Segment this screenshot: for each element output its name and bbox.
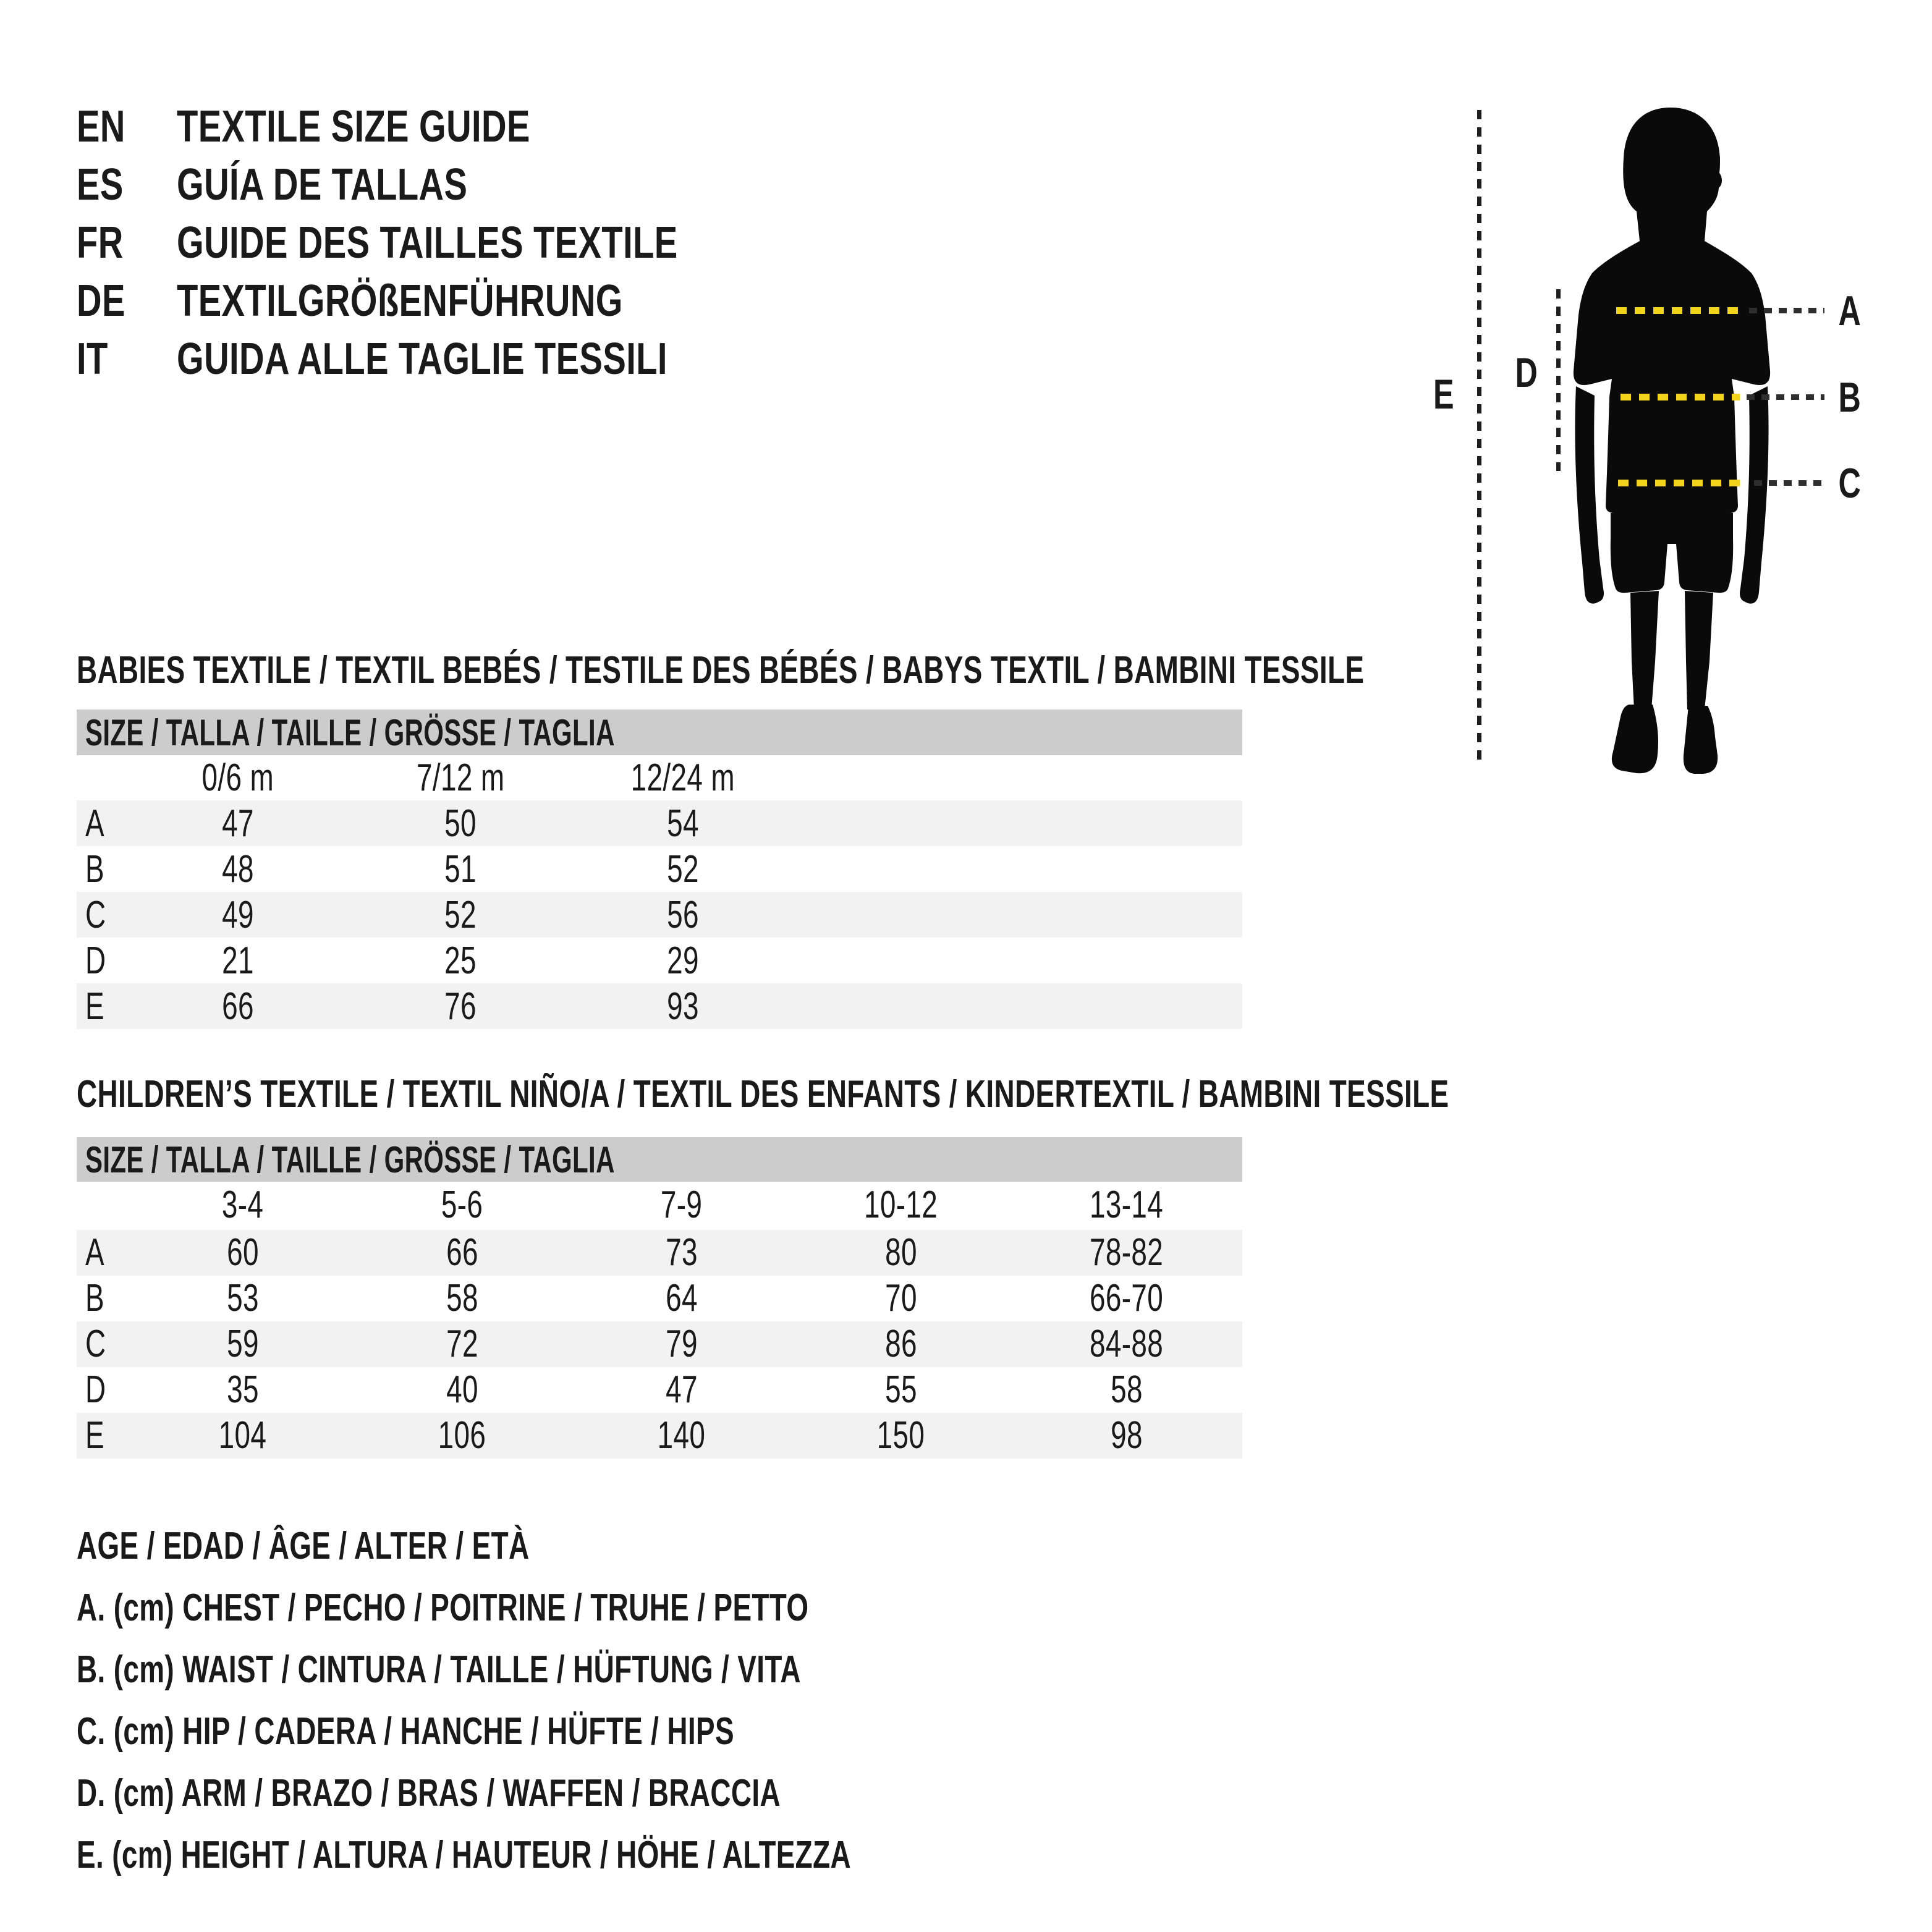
row-label: A [85, 802, 104, 845]
language-row-it [77, 330, 819, 388]
table-cell: 79 [665, 1322, 698, 1365]
row-label: C [85, 893, 106, 936]
hip-line-yellow [1618, 480, 1746, 486]
table-cell: 21 [222, 939, 254, 982]
column-header: 3-4 [221, 1183, 264, 1226]
table-cell: 104 [218, 1413, 267, 1457]
table-cell: 50 [444, 802, 477, 845]
table-cell: 47 [222, 802, 254, 845]
measurement-legend [77, 1515, 1123, 1886]
table-cell: 66-70 [1089, 1276, 1164, 1320]
column-header: 7/12 m [416, 756, 505, 799]
row-label: D [85, 939, 106, 982]
table-cell: 64 [665, 1276, 698, 1320]
babies-column-header-row [77, 755, 1242, 800]
waist-line-yellow [1621, 394, 1740, 400]
babies-size-table [77, 710, 1242, 1029]
babies-size-header-bar: SIZE / TALLA / TAILLE / GRÖSSE / TAGLIA [77, 710, 1242, 755]
language-code: ES [77, 160, 124, 210]
table-cell: 60 [226, 1231, 259, 1274]
table-cell: 140 [657, 1413, 706, 1457]
language-title: TEXTILGRÖßENFÜHRUNG [177, 276, 623, 326]
row-label: E [85, 1413, 104, 1457]
table-cell: 54 [667, 802, 699, 845]
table-row [77, 892, 1242, 938]
hip-line-connector [1754, 480, 1824, 486]
figure-label-hip: C [1838, 460, 1862, 507]
language-title: GUÍA DE TALLAS [177, 160, 468, 210]
children-section-title: CHILDREN’S TEXTILE / TEXTIL NIÑO/A / TEXTIL DES ENFANTS / KINDERTEXTIL / BAMBINI TESSILE [77, 1073, 1449, 1116]
table-cell: 25 [444, 939, 477, 982]
table-cell: 73 [665, 1231, 698, 1274]
waist-line-connector [1747, 394, 1824, 400]
language-row-fr [77, 214, 819, 272]
table-row [77, 846, 1242, 892]
language-code: FR [77, 218, 124, 268]
row-label: E [85, 985, 104, 1028]
table-row [77, 938, 1242, 983]
table-cell: 55 [884, 1368, 917, 1411]
column-header: 0/6 m [201, 756, 274, 799]
figure-label-waist: B [1838, 374, 1862, 421]
table-cell: 106 [438, 1413, 486, 1457]
language-row-es [77, 156, 819, 214]
table-row [77, 1276, 1242, 1321]
column-header: 13-14 [1089, 1183, 1164, 1226]
table-row [77, 800, 1242, 846]
row-label: D [85, 1368, 106, 1411]
language-code: EN [77, 102, 125, 151]
table-cell: 52 [444, 893, 477, 936]
language-code: DE [77, 276, 125, 326]
children-size-table [77, 1137, 1242, 1459]
table-cell: 35 [226, 1368, 259, 1411]
language-title: GUIDE DES TAILLES TEXTILE [177, 218, 678, 268]
table-cell: 59 [226, 1322, 259, 1365]
legend-line-arm: D. (cm) ARM / BRAZO / BRAS / WAFFEN / BRACCIA [77, 1772, 781, 1815]
table-cell: 150 [876, 1413, 925, 1457]
table-cell: 93 [667, 985, 699, 1028]
table-cell: 56 [667, 893, 699, 936]
table-cell: 29 [667, 939, 699, 982]
table-cell: 49 [222, 893, 254, 936]
table-cell: 40 [446, 1368, 478, 1411]
row-label: B [85, 847, 104, 891]
table-cell: 66 [446, 1231, 478, 1274]
table-cell: 70 [884, 1276, 917, 1320]
table-cell: 58 [446, 1276, 478, 1320]
table-cell: 51 [444, 847, 477, 891]
table-row [77, 983, 1242, 1029]
chest-line-yellow [1616, 307, 1743, 314]
legend-line-height: E. (cm) HEIGHT / ALTURA / HAUTEUR / HÖHE / ALTEZZA [77, 1834, 851, 1876]
table-cell: 72 [446, 1322, 478, 1365]
table-row [77, 1321, 1242, 1367]
legend-line-age: AGE / EDAD / ÂGE / ALTER / ETÀ [77, 1525, 530, 1567]
column-header: 10-12 [863, 1183, 938, 1226]
legend-line-chest: A. (cm) CHEST / PECHO / POITRINE / TRUHE / PETTO [77, 1587, 809, 1629]
figure-label-arm: D [1515, 349, 1538, 396]
legend-line-hip: C. (cm) HIP / CADERA / HANCHE / HÜFTE / HIPS [77, 1710, 734, 1753]
language-title: GUIDA ALLE TAGLIE TESSILI [177, 334, 667, 384]
table-cell: 47 [665, 1368, 698, 1411]
table-row [77, 1413, 1242, 1459]
table-cell: 86 [884, 1322, 917, 1365]
table-cell: 52 [667, 847, 699, 891]
table-cell: 58 [1110, 1368, 1143, 1411]
children-size-header-bar: SIZE / TALLA / TAILLE / GRÖSSE / TAGLIA [77, 1137, 1242, 1182]
row-label: B [85, 1276, 104, 1320]
table-row [77, 1230, 1242, 1276]
table-cell: 66 [222, 985, 254, 1028]
table-cell: 98 [1110, 1413, 1143, 1457]
column-header: 5-6 [441, 1183, 483, 1226]
language-title-list [77, 98, 819, 388]
legend-line-waist: B. (cm) WAIST / CINTURA / TAILLE / HÜFTUNG / VITA [77, 1648, 801, 1691]
table-cell: 53 [226, 1276, 259, 1320]
chest-line-connector [1749, 308, 1824, 313]
children-column-header-row [77, 1182, 1242, 1230]
column-header: 12/24 m [630, 756, 735, 799]
babies-section-title: BABIES TEXTILE / TEXTIL BEBÉS / TESTILE DES BÉBÉS / BABYS TEXTIL / BAMBINI TESSILE [77, 649, 1365, 692]
figure-label-height: E [1433, 371, 1454, 418]
column-header: 7-9 [660, 1183, 703, 1226]
table-cell: 78-82 [1089, 1231, 1164, 1274]
row-label: C [85, 1322, 106, 1365]
language-row-de [77, 272, 819, 330]
figure-label-chest: A [1838, 287, 1862, 334]
language-title: TEXTILE SIZE GUIDE [177, 102, 530, 151]
table-row [77, 1367, 1242, 1413]
table-cell: 80 [884, 1231, 917, 1274]
language-row-en [77, 98, 819, 156]
table-cell: 48 [222, 847, 254, 891]
table-cell: 84-88 [1089, 1322, 1164, 1365]
row-label: A [85, 1231, 104, 1274]
table-cell: 76 [444, 985, 477, 1028]
language-code: IT [77, 334, 108, 384]
